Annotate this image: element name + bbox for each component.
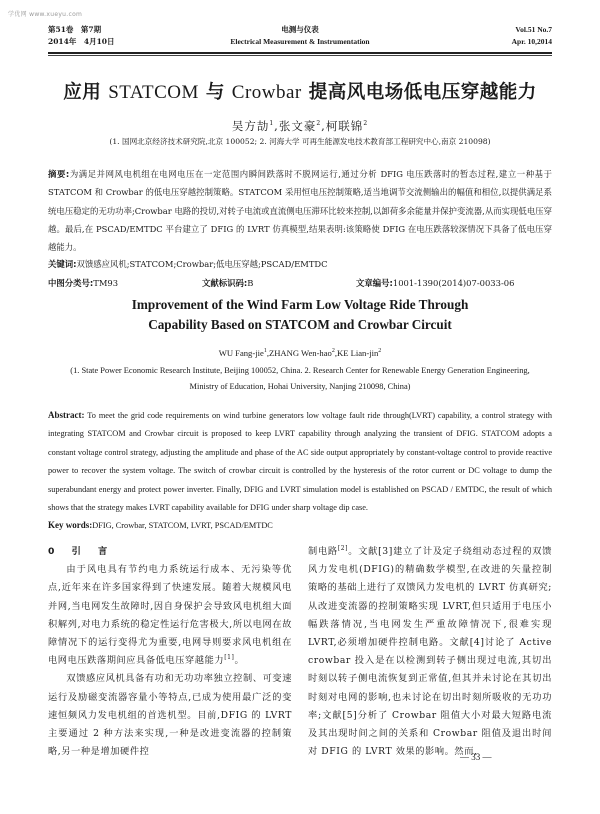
body-column-right [308,543,552,761]
journal-name-cn: 电测与仪表 [281,25,319,34]
affiliation-en: (1. State Power Economic Research Institute, Beijing 100052, China. 2. Research Center for Renewable Energy Generation Engineering, Ministry of Education, Hohai University, Nanjing 210098, China) [70,366,530,391]
paragraph-text: 。 [234,655,245,667]
body-column-left [48,543,292,761]
body-paragraph: 双馈感应风机具备有功和无功功率独立控制、可变速运行及励磁变流器容量小等特点,已成为使用最广泛的变速恒频风力发电机组的首选机型。目前,DFIG 的 LVRT 主要通过 2 种方法来实现,一种是改进变流器的控制策略,另一种是增加硬件控 [48,673,292,758]
author-affil-sup: 2 [331,348,335,355]
keywords-cn [48,257,328,271]
title-en-line: Capability Based on STATCOM and Crowbar Circuit [148,317,452,332]
author-name: 张文豪 [278,119,317,133]
clc-label: 中图分类号: [48,278,94,288]
keywords-en-label: Key words: [48,520,93,530]
title-cn-part: 提高风电场低电压穿越能力 [301,82,537,103]
issue-date: 2014年 4月10日 [48,37,115,46]
authors-cn: 吴方劼$^1$,张文豪$^2$,柯联锦$^2$ [231,119,369,133]
body-paragraph [308,543,552,761]
keywords-en-text: DFIG, Crowbar, STATCOM, LVRT, PSCAD/EMTDC [92,521,273,530]
volume-issue-en: Vol.51 No.7 [515,25,552,34]
author-name: 柯联锦 [325,119,364,133]
author-name-en: KE Lian-jin [337,348,379,358]
title-cn-latin: STATCOM [108,82,199,103]
abstract-cn [48,165,552,256]
section-heading-introduction: 0 引 言 [48,546,112,557]
keywords-text: 双馈感应风机;STATCOM;Crowbar;低电压穿越;PSCAD/EMTDC [76,259,328,269]
abstract-text: 为满足并网风电机组在电网电压在一定范围内瞬间跌落时不脱网运行,通过分析 DFIG 电压跌落时的暂态过程,建立一种基于 STATCOM 和 Crowbar 的低电压穿越控制策略。STATCOM 采用恒电压控制策略,适当地调节交流侧输出的幅值和相位,以提供满足系统电压稳定的无功功率;Crowbar 电路的投切,对转子电流或直流侧电压滞环比较来控制,以卸荷多余能量并保护变流器,从而实现低电压穿越。最后,在 PSCAD/EMTDC 平台建立了 DFIG 的 LVRT 仿真模型,结果表明:该策略使 DFIG 在电压跌落较深情况下具备了低电压穿越能力。 [48,169,552,253]
page-number: — 33 — [460,752,492,762]
affiliation-cn: (1. 国网北京经济技术研究院,北京 100052; 2. 河海大学 可再生能源发电技术教育部工程研究中心,南京 210098) [109,137,491,146]
journal-volume-info-en [512,24,552,48]
author-affil-sup: 1 [263,348,267,355]
journal-name [0,24,600,48]
author-name-en: WU Fang-jie [218,348,264,358]
article-value: 1001-1390(2014)07-0033-06 [392,278,515,288]
doc-value: B [247,278,254,288]
author-affil-sup: 2 [378,348,382,355]
author-affil-sup: 2 [316,120,322,128]
volume-issue: 第51卷 第7期 [48,25,102,34]
abstract-en-label: Abstract: [48,410,85,420]
keywords-label: 关键词: [48,259,77,269]
paragraph-text: 。文献[3]建立了计及定子绕组动态过程的双馈风力发电机(DFIG)的精确数学模型,在改进的矢量控制策略的基础上进行了双馈风力发电机的 LVRT 仿真研究;从改进变流器的控制策略实现 LVRT,但只适用于电压小幅跌落情况,当电网发生严重故障情况下,很难实现 LVRT,必须增加硬件控制电路。文献[4]讨论了 Active crowbar 投入是在以检测到转子侧出现过电流,其切出时刻以转子侧电流恢复到正常值,但其并未讨论在其切出时刻对电网的影响,也未讨论在切出时刻所吸收的无功功率;文献[5]分析了 Crowbar 阻值大小对最大短路电流及其出现时间之间的关系和 Crowbar 阻值及退出时间对 DFIG 的 LVRT 效果的影响。然而, [308,546,552,758]
author-name: 吴方劼 [231,119,270,133]
keywords-en [48,518,273,533]
citation-ref: [1] [224,654,235,662]
abstract-label: 摘要: [48,169,70,179]
abstract-en [48,406,552,517]
clc-value: TM93 [93,278,119,288]
title-cn-part: 与 [198,82,232,103]
article-number [356,276,514,290]
article-label: 文章编号: [356,278,393,288]
title-cn-part: 应用 [63,82,109,103]
paper-title-cn [0,78,600,104]
citation-ref: [2] [337,544,349,552]
header-rule-thin [48,55,552,56]
clc-number [48,276,118,290]
doc-label: 文献标识码: [202,278,248,288]
paper-title-en [0,295,600,335]
header-rule [48,52,552,54]
paragraph-text: 制电路 [308,546,338,557]
title-cn-latin: Crowbar [231,82,302,103]
authors-en: WU Fang-jie$^1$,ZHANG Wen-hao$^2$,KE Lian-jin$^2$ [218,348,382,358]
document-code [202,276,253,290]
journal-name-en: Electrical Measurement & Instrumentation [230,37,370,46]
abstract-en-text: To meet the grid code requirements on wind turbine generators low voltage fault ride through(LVRT) capability, a control strategy with integrating STATCOM and Crowbar circuit is proposed to keep LVRT capability through analyzing the transient of DFIG. STATCOM adopts a constant voltage control strategy, adjusting the amplitude and phase of the AC side output appropriately by constant-voltage control to provide reactive power to recover the system voltage. The switch of crowbar circuit is controlled by the hysteresis of the rotor current or DC voltage to dump the superabundant energy and protect power inverter. Finally, DFIG and LVRT simulation model is established on PSCAD / EMTDC, the result of which shows that the strategy makes LVRT capability available for DFIG under sharp voltage dip case. [48,411,552,513]
author-affil-sup: 2 [363,120,369,128]
author-name-en: ZHANG Wen-hao [268,348,332,358]
author-affil-sup: 1 [269,120,275,128]
issue-date-en: Apr. 10,2014 [511,37,552,46]
body-paragraph [48,561,292,670]
title-en-line: Improvement of the Wind Farm Low Voltage Ride Through [131,297,469,312]
paragraph-text: 由于风电具有节约电力系统运行成本、无污染等优点,近年来在许多国家得到了快速发展。随着大规模风电并网,当电网发生故障时,因自身保护会导致风电机组大面积解列,对电力系统的稳定性运行危害极大,所以电网在故障情况下的运行变得尤为重要,电网导则要求风电机组在电网电压跌落期间应具备低电压穿越能力 [48,564,292,667]
watermark: 学优网 www.xueyu.com [8,11,83,18]
